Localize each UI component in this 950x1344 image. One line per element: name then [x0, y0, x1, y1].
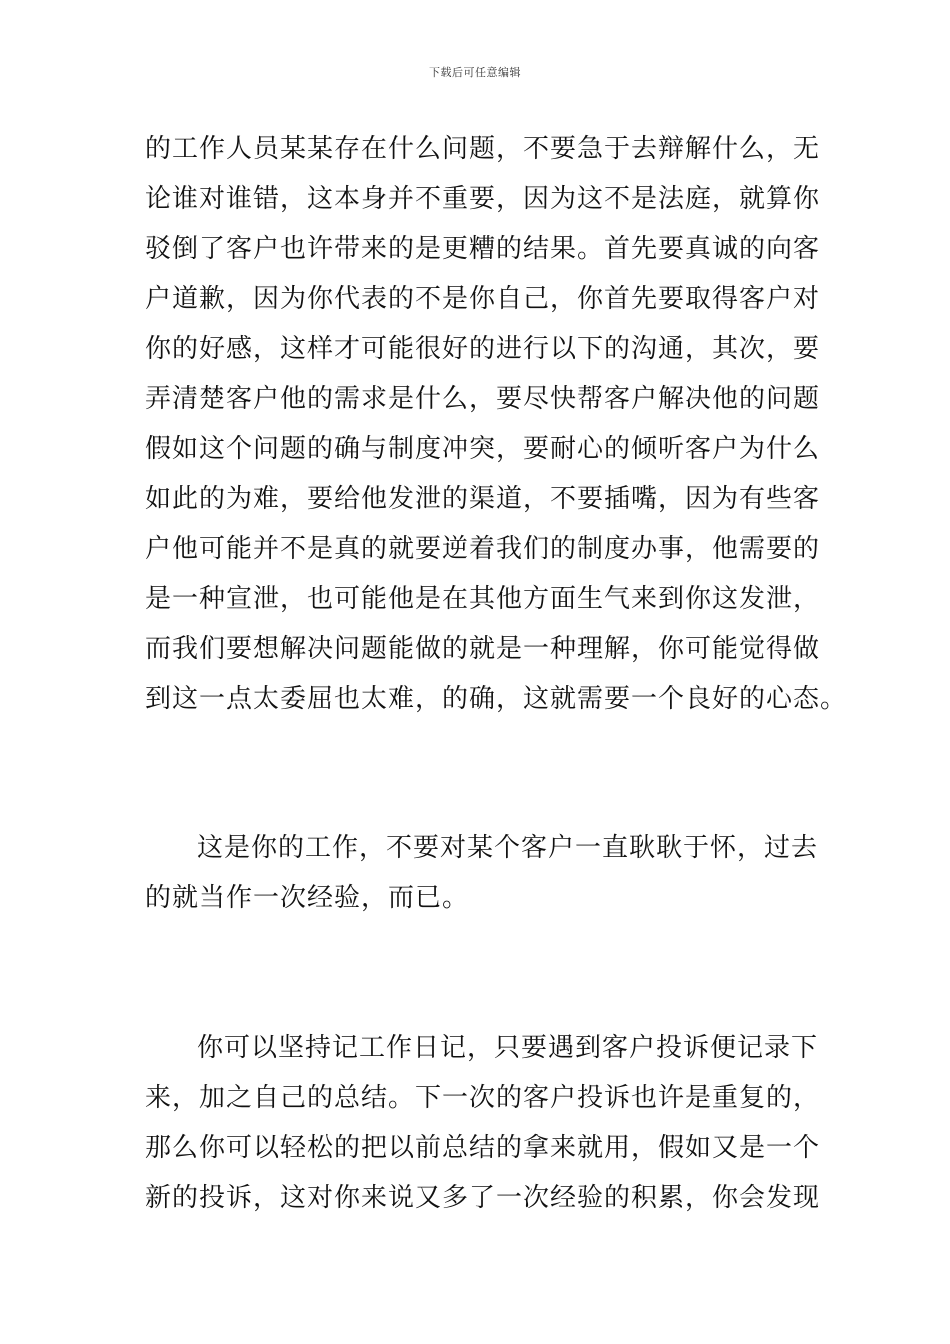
text-line: 驳倒了客户也许带来的是更糟的结果。首先要真诚的向客: [145, 234, 821, 264]
text-line: 而我们要想解决问题能做的就是一种理解，你可能觉得做: [145, 634, 821, 664]
text-line: 来，加之自己的总结。下一次的客户投诉也许是重复的，: [145, 1083, 821, 1113]
text-line: 到这一点太委屈也太难，的确，这就需要一个良好的心态。: [145, 684, 848, 714]
text-line: 你的好感，这样才可能很好的进行以下的沟通，其次，要: [145, 334, 821, 364]
text-line: 假如这个问题的确与制度冲突，要耐心的倾听客户为什么: [145, 434, 821, 464]
page-header: 下载后可任意编辑: [429, 66, 521, 79]
text-line: 论谁对谁错，这本身并不重要，因为这不是法庭，就算你: [145, 184, 821, 214]
text-line: 户道歉，因为你代表的不是你自己，你首先要取得客户对: [145, 284, 821, 314]
text-line: 的就当作一次经验，而已。: [145, 883, 470, 913]
text-line: 户他可能并不是真的就要逆着我们的制度办事，他需要的: [145, 534, 821, 564]
text-line: 新的投诉，这对你来说又多了一次经验的积累，你会发现: [145, 1183, 821, 1213]
text-line: 弄清楚客户他的需求是什么，要尽快帮客户解决他的问题: [145, 384, 821, 414]
text-line: 是一种宣泄，也可能他是在其他方面生气来到你这发泄，: [145, 584, 821, 614]
text-line: 如此的为难，要给他发泄的渠道，不要插嘴，因为有些客: [145, 484, 821, 514]
text-line: 你可以坚持记工作日记，只要遇到客户投诉便记录下: [197, 1033, 819, 1063]
text-line: 的工作人员某某存在什么问题，不要急于去辩解什么，无: [145, 134, 821, 164]
text-line: 这是你的工作，不要对某个客户一直耿耿于怀，过去: [197, 833, 819, 863]
text-line: 那么你可以轻松的把以前总结的拿来就用，假如又是一个: [145, 1133, 821, 1163]
